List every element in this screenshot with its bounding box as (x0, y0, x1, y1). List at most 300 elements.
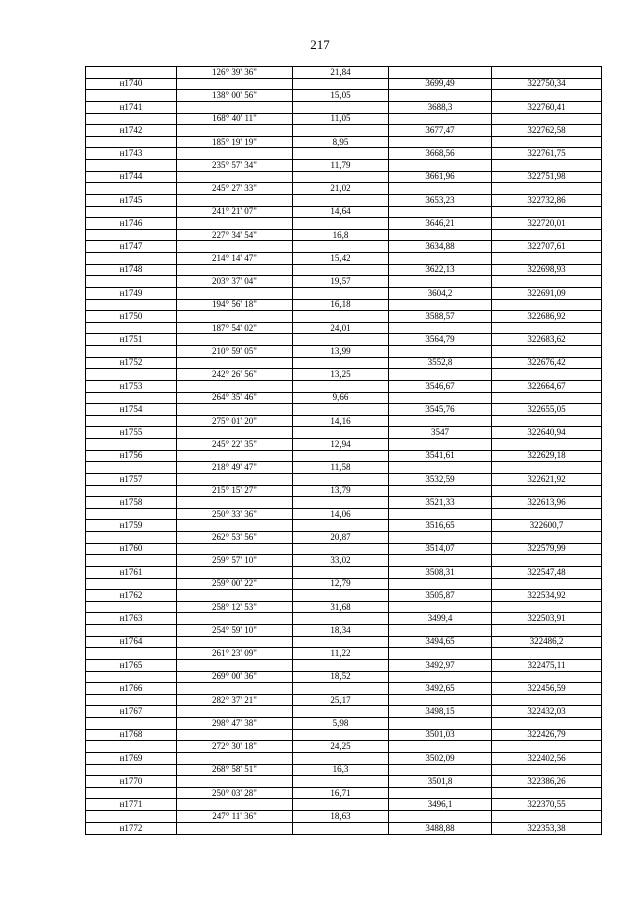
y-coordinate-cell: 322750,34 (492, 78, 602, 90)
x-coordinate-cell: 3508,31 (389, 566, 492, 578)
segment-length-cell (293, 171, 389, 183)
segment-length-cell (293, 380, 389, 392)
y-coordinate-cell (492, 671, 602, 683)
y-coordinate-cell (492, 787, 602, 799)
point-name-cell (86, 485, 177, 497)
x-coordinate-cell (389, 555, 492, 567)
direction-angle-cell (177, 78, 293, 90)
y-coordinate-cell (492, 183, 602, 195)
x-coordinate-cell: 3499,4 (389, 613, 492, 625)
y-coordinate-cell: 322426,79 (492, 729, 602, 741)
point-name-cell (86, 369, 177, 381)
segment-length-cell: 25,17 (293, 694, 389, 706)
y-coordinate-cell: 322686,92 (492, 311, 602, 323)
direction-angle-cell (177, 450, 293, 462)
x-coordinate-cell (389, 90, 492, 102)
point-name-cell: н1770 (86, 776, 177, 788)
point-name-cell (86, 322, 177, 334)
y-coordinate-cell (492, 648, 602, 660)
segment-length-cell: 13,79 (293, 485, 389, 497)
direction-angle-cell (177, 311, 293, 323)
point-row (86, 171, 602, 183)
point-row (86, 148, 602, 160)
point-name-cell: н1762 (86, 590, 177, 602)
point-name-cell: н1764 (86, 636, 177, 648)
direction-angle-cell: 168° 40' 11" (177, 113, 293, 125)
point-name-cell (86, 671, 177, 683)
point-name-cell (86, 415, 177, 427)
direction-angle-cell: 247° 11' 36" (177, 811, 293, 823)
y-coordinate-cell (492, 276, 602, 288)
segment-length-cell (293, 822, 389, 834)
direction-angle-cell (177, 148, 293, 160)
segment-length-cell: 14,06 (293, 508, 389, 520)
y-coordinate-cell: 322432,03 (492, 706, 602, 718)
point-name-cell (86, 811, 177, 823)
y-coordinate-cell: 322732,86 (492, 194, 602, 206)
y-coordinate-cell: 322760,41 (492, 101, 602, 113)
segment-length-cell: 8,95 (293, 136, 389, 148)
y-coordinate-cell: 322370,55 (492, 799, 602, 811)
y-coordinate-cell (492, 90, 602, 102)
direction-angle-cell (177, 357, 293, 369)
point-row (86, 497, 602, 509)
y-coordinate-cell: 322547,48 (492, 566, 602, 578)
point-row (86, 334, 602, 346)
point-name-cell: н1761 (86, 566, 177, 578)
segment-length-cell: 24,01 (293, 322, 389, 334)
direction-angle-cell: 241° 21' 07" (177, 206, 293, 218)
direction-angle-cell (177, 473, 293, 485)
point-name-cell: н1765 (86, 659, 177, 671)
x-coordinate-cell: 3653,23 (389, 194, 492, 206)
x-coordinate-cell (389, 787, 492, 799)
point-name-cell: н1756 (86, 450, 177, 462)
segment-row (86, 229, 602, 241)
point-row (86, 706, 602, 718)
point-name-cell: н1767 (86, 706, 177, 718)
direction-angle-cell (177, 264, 293, 276)
point-row (86, 659, 602, 671)
point-row (86, 427, 602, 439)
segment-row (86, 787, 602, 799)
x-coordinate-cell (389, 136, 492, 148)
x-coordinate-cell: 3604,2 (389, 287, 492, 299)
direction-angle-cell: 275° 01' 20" (177, 415, 293, 427)
y-coordinate-cell (492, 253, 602, 265)
point-name-cell (86, 439, 177, 451)
x-coordinate-cell (389, 648, 492, 660)
y-coordinate-cell (492, 741, 602, 753)
point-row (86, 264, 602, 276)
segment-length-cell: 16,3 (293, 764, 389, 776)
direction-angle-cell (177, 101, 293, 113)
y-coordinate-cell: 322456,59 (492, 683, 602, 695)
y-coordinate-cell: 322353,38 (492, 822, 602, 834)
x-coordinate-cell (389, 485, 492, 497)
x-coordinate-cell: 3622,13 (389, 264, 492, 276)
segment-row (86, 415, 602, 427)
point-name-cell (86, 183, 177, 195)
x-coordinate-cell (389, 113, 492, 125)
segment-row (86, 601, 602, 613)
y-coordinate-cell (492, 206, 602, 218)
y-coordinate-cell (492, 532, 602, 544)
x-coordinate-cell (389, 67, 492, 79)
point-name-cell: н1766 (86, 683, 177, 695)
segment-length-cell (293, 613, 389, 625)
x-coordinate-cell: 3521,33 (389, 497, 492, 509)
segment-row (86, 462, 602, 474)
direction-angle-cell (177, 125, 293, 137)
point-name-cell: н1758 (86, 497, 177, 509)
x-coordinate-cell (389, 439, 492, 451)
segment-length-cell: 13,25 (293, 369, 389, 381)
x-coordinate-cell: 3688,3 (389, 101, 492, 113)
direction-angle-cell: 262° 53' 56" (177, 532, 293, 544)
segment-row (86, 346, 602, 358)
segment-length-cell (293, 404, 389, 416)
y-coordinate-cell (492, 322, 602, 334)
point-name-cell: н1750 (86, 311, 177, 323)
direction-angle-cell: 282° 37' 21" (177, 694, 293, 706)
y-coordinate-cell: 322486,2 (492, 636, 602, 648)
direction-angle-cell: 258° 12' 53" (177, 601, 293, 613)
point-name-cell: н1754 (86, 404, 177, 416)
direction-angle-cell: 250° 33' 36" (177, 508, 293, 520)
y-coordinate-cell (492, 369, 602, 381)
direction-angle-cell (177, 543, 293, 555)
point-row (86, 520, 602, 532)
x-coordinate-cell (389, 183, 492, 195)
x-coordinate-cell: 3505,87 (389, 590, 492, 602)
segment-length-cell: 11,22 (293, 648, 389, 660)
segment-row (86, 183, 602, 195)
point-row (86, 729, 602, 741)
segment-length-cell: 16,8 (293, 229, 389, 241)
segment-length-cell (293, 311, 389, 323)
segment-length-cell: 9,66 (293, 392, 389, 404)
segment-length-cell (293, 287, 389, 299)
point-name-cell: н1743 (86, 148, 177, 160)
direction-angle-cell (177, 613, 293, 625)
point-row (86, 776, 602, 788)
segment-row (86, 206, 602, 218)
segment-row (86, 253, 602, 265)
point-row (86, 78, 602, 90)
segment-row (86, 532, 602, 544)
point-name-cell: н1755 (86, 427, 177, 439)
y-coordinate-cell: 322762,58 (492, 125, 602, 137)
segment-row (86, 718, 602, 730)
point-name-cell: н1744 (86, 171, 177, 183)
direction-angle-cell: 194° 56' 18" (177, 299, 293, 311)
segment-length-cell (293, 636, 389, 648)
point-row (86, 683, 602, 695)
x-coordinate-cell (389, 601, 492, 613)
point-name-cell (86, 253, 177, 265)
point-name-cell (86, 741, 177, 753)
direction-angle-cell: 218° 49' 47" (177, 462, 293, 474)
point-row (86, 822, 602, 834)
x-coordinate-cell (389, 369, 492, 381)
point-name-cell: н1752 (86, 357, 177, 369)
y-coordinate-cell: 322386,26 (492, 776, 602, 788)
segment-length-cell: 18,52 (293, 671, 389, 683)
segment-length-cell (293, 218, 389, 230)
y-coordinate-cell: 322720,01 (492, 218, 602, 230)
y-coordinate-cell: 322613,96 (492, 497, 602, 509)
point-name-cell (86, 90, 177, 102)
direction-angle-cell (177, 380, 293, 392)
segment-row (86, 811, 602, 823)
x-coordinate-cell (389, 741, 492, 753)
direction-angle-cell: 250° 03' 28" (177, 787, 293, 799)
point-name-cell: н1749 (86, 287, 177, 299)
direction-angle-cell: 261° 23' 09" (177, 648, 293, 660)
y-coordinate-cell (492, 67, 602, 79)
x-coordinate-cell: 3502,09 (389, 752, 492, 764)
point-row (86, 543, 602, 555)
x-coordinate-cell (389, 253, 492, 265)
point-name-cell (86, 555, 177, 567)
direction-angle-cell: 269° 00' 36" (177, 671, 293, 683)
segment-row (86, 671, 602, 683)
direction-angle-cell: 272° 30' 18" (177, 741, 293, 753)
point-row (86, 125, 602, 137)
point-row (86, 450, 602, 462)
point-name-cell (86, 601, 177, 613)
y-coordinate-cell (492, 415, 602, 427)
segment-length-cell: 18,34 (293, 625, 389, 637)
point-name-cell: н1763 (86, 613, 177, 625)
point-name-cell: н1753 (86, 380, 177, 392)
x-coordinate-cell (389, 415, 492, 427)
direction-angle-cell: 138° 00' 56" (177, 90, 293, 102)
segment-length-cell (293, 125, 389, 137)
point-name-cell: н1748 (86, 264, 177, 276)
y-coordinate-cell: 322402,56 (492, 752, 602, 764)
segment-length-cell: 15,42 (293, 253, 389, 265)
x-coordinate-cell (389, 276, 492, 288)
direction-angle-cell (177, 334, 293, 346)
segment-row (86, 299, 602, 311)
segment-row (86, 392, 602, 404)
segment-length-cell (293, 566, 389, 578)
x-coordinate-cell (389, 299, 492, 311)
direction-angle-cell: 245° 27' 33" (177, 183, 293, 195)
direction-angle-cell: 185° 19' 19" (177, 136, 293, 148)
segment-length-cell (293, 520, 389, 532)
segment-row (86, 508, 602, 520)
y-coordinate-cell: 322664,67 (492, 380, 602, 392)
direction-angle-cell: 126° 39' 36" (177, 67, 293, 79)
direction-angle-cell (177, 706, 293, 718)
segment-length-cell (293, 148, 389, 160)
x-coordinate-cell (389, 578, 492, 590)
point-name-cell (86, 206, 177, 218)
y-coordinate-cell: 322751,98 (492, 171, 602, 183)
segment-length-cell (293, 659, 389, 671)
x-coordinate-cell: 3661,96 (389, 171, 492, 183)
point-name-cell (86, 787, 177, 799)
segment-length-cell (293, 497, 389, 509)
segment-length-cell: 31,68 (293, 601, 389, 613)
x-coordinate-cell: 3564,79 (389, 334, 492, 346)
point-name-cell (86, 508, 177, 520)
segment-row (86, 555, 602, 567)
x-coordinate-cell (389, 811, 492, 823)
direction-angle-cell (177, 729, 293, 741)
direction-angle-cell: 210° 59' 05" (177, 346, 293, 358)
segment-length-cell: 12,79 (293, 578, 389, 590)
y-coordinate-cell (492, 811, 602, 823)
y-coordinate-cell (492, 718, 602, 730)
point-name-cell (86, 392, 177, 404)
point-row (86, 636, 602, 648)
segment-length-cell (293, 450, 389, 462)
segment-length-cell: 12,94 (293, 439, 389, 451)
point-name-cell (86, 764, 177, 776)
point-name-cell (86, 346, 177, 358)
direction-angle-cell (177, 218, 293, 230)
point-row (86, 566, 602, 578)
direction-angle-cell (177, 683, 293, 695)
y-coordinate-cell (492, 346, 602, 358)
y-coordinate-cell: 322761,75 (492, 148, 602, 160)
direction-angle-cell (177, 194, 293, 206)
segment-row (86, 694, 602, 706)
segment-row (86, 276, 602, 288)
x-coordinate-cell: 3547 (389, 427, 492, 439)
y-coordinate-cell (492, 160, 602, 172)
x-coordinate-cell: 3532,59 (389, 473, 492, 485)
y-coordinate-cell: 322707,61 (492, 241, 602, 253)
point-row (86, 404, 602, 416)
point-name-cell (86, 462, 177, 474)
point-name-cell (86, 578, 177, 590)
page-number: 217 (310, 37, 330, 52)
y-coordinate-cell: 322655,05 (492, 404, 602, 416)
segment-length-cell (293, 241, 389, 253)
direction-angle-cell: 259° 57' 10" (177, 555, 293, 567)
point-row (86, 357, 602, 369)
point-row (86, 613, 602, 625)
x-coordinate-cell (389, 532, 492, 544)
segment-length-cell (293, 776, 389, 788)
segment-length-cell: 21,02 (293, 183, 389, 195)
direction-angle-cell: 298° 47' 38" (177, 718, 293, 730)
x-coordinate-cell: 3541,61 (389, 450, 492, 462)
point-name-cell: н1759 (86, 520, 177, 532)
x-coordinate-cell: 3492,97 (389, 659, 492, 671)
direction-angle-cell (177, 752, 293, 764)
point-name-cell (86, 229, 177, 241)
segment-row (86, 625, 602, 637)
segment-row (86, 764, 602, 776)
direction-angle-cell: 203° 37' 04" (177, 276, 293, 288)
segment-length-cell: 14,64 (293, 206, 389, 218)
direction-angle-cell: 259° 00' 22" (177, 578, 293, 590)
y-coordinate-cell (492, 508, 602, 520)
x-coordinate-cell: 3545,76 (389, 404, 492, 416)
y-coordinate-cell: 322683,62 (492, 334, 602, 346)
point-name-cell (86, 694, 177, 706)
point-name-cell: н1757 (86, 473, 177, 485)
y-coordinate-cell: 322475,11 (492, 659, 602, 671)
segment-length-cell: 16,18 (293, 299, 389, 311)
point-row (86, 311, 602, 323)
y-coordinate-cell: 322640,94 (492, 427, 602, 439)
table-body (86, 67, 602, 835)
y-coordinate-cell (492, 578, 602, 590)
segment-length-cell (293, 101, 389, 113)
direction-angle-cell: 215° 15' 27" (177, 485, 293, 497)
segment-length-cell (293, 706, 389, 718)
segment-row (86, 578, 602, 590)
segment-length-cell: 11,05 (293, 113, 389, 125)
point-row (86, 218, 602, 230)
y-coordinate-cell: 322691,09 (492, 287, 602, 299)
point-name-cell: н1746 (86, 218, 177, 230)
segment-row (86, 485, 602, 497)
x-coordinate-cell (389, 229, 492, 241)
x-coordinate-cell (389, 671, 492, 683)
segment-length-cell (293, 543, 389, 555)
x-coordinate-cell: 3494,65 (389, 636, 492, 648)
segment-length-cell (293, 334, 389, 346)
point-row (86, 194, 602, 206)
direction-angle-cell: 242° 26' 56" (177, 369, 293, 381)
x-coordinate-cell: 3488,88 (389, 822, 492, 834)
y-coordinate-cell (492, 439, 602, 451)
direction-angle-cell: 214° 14' 47" (177, 253, 293, 265)
segment-length-cell: 11,79 (293, 160, 389, 172)
y-coordinate-cell: 322621,92 (492, 473, 602, 485)
segment-length-cell (293, 78, 389, 90)
segment-row (86, 160, 602, 172)
segment-row (86, 136, 602, 148)
x-coordinate-cell: 3546,67 (389, 380, 492, 392)
y-coordinate-cell: 322579,99 (492, 543, 602, 555)
x-coordinate-cell (389, 718, 492, 730)
segment-length-cell: 20,87 (293, 532, 389, 544)
y-coordinate-cell (492, 136, 602, 148)
x-coordinate-cell: 3516,65 (389, 520, 492, 532)
y-coordinate-cell (492, 299, 602, 311)
y-coordinate-cell (492, 229, 602, 241)
point-name-cell: н1742 (86, 125, 177, 137)
point-row (86, 473, 602, 485)
x-coordinate-cell (389, 346, 492, 358)
segment-row (86, 113, 602, 125)
segment-length-cell (293, 799, 389, 811)
segment-length-cell: 15,05 (293, 90, 389, 102)
direction-angle-cell: 235° 57' 34" (177, 160, 293, 172)
segment-row (86, 369, 602, 381)
direction-angle-cell: 264° 35' 46" (177, 392, 293, 404)
segment-length-cell (293, 752, 389, 764)
x-coordinate-cell (389, 625, 492, 637)
y-coordinate-cell: 322698,93 (492, 264, 602, 276)
y-coordinate-cell: 322534,92 (492, 590, 602, 602)
direction-angle-cell: 268° 58' 51" (177, 764, 293, 776)
x-coordinate-cell (389, 160, 492, 172)
segment-length-cell (293, 194, 389, 206)
segment-row (86, 741, 602, 753)
point-name-cell (86, 299, 177, 311)
point-name-cell (86, 67, 177, 79)
